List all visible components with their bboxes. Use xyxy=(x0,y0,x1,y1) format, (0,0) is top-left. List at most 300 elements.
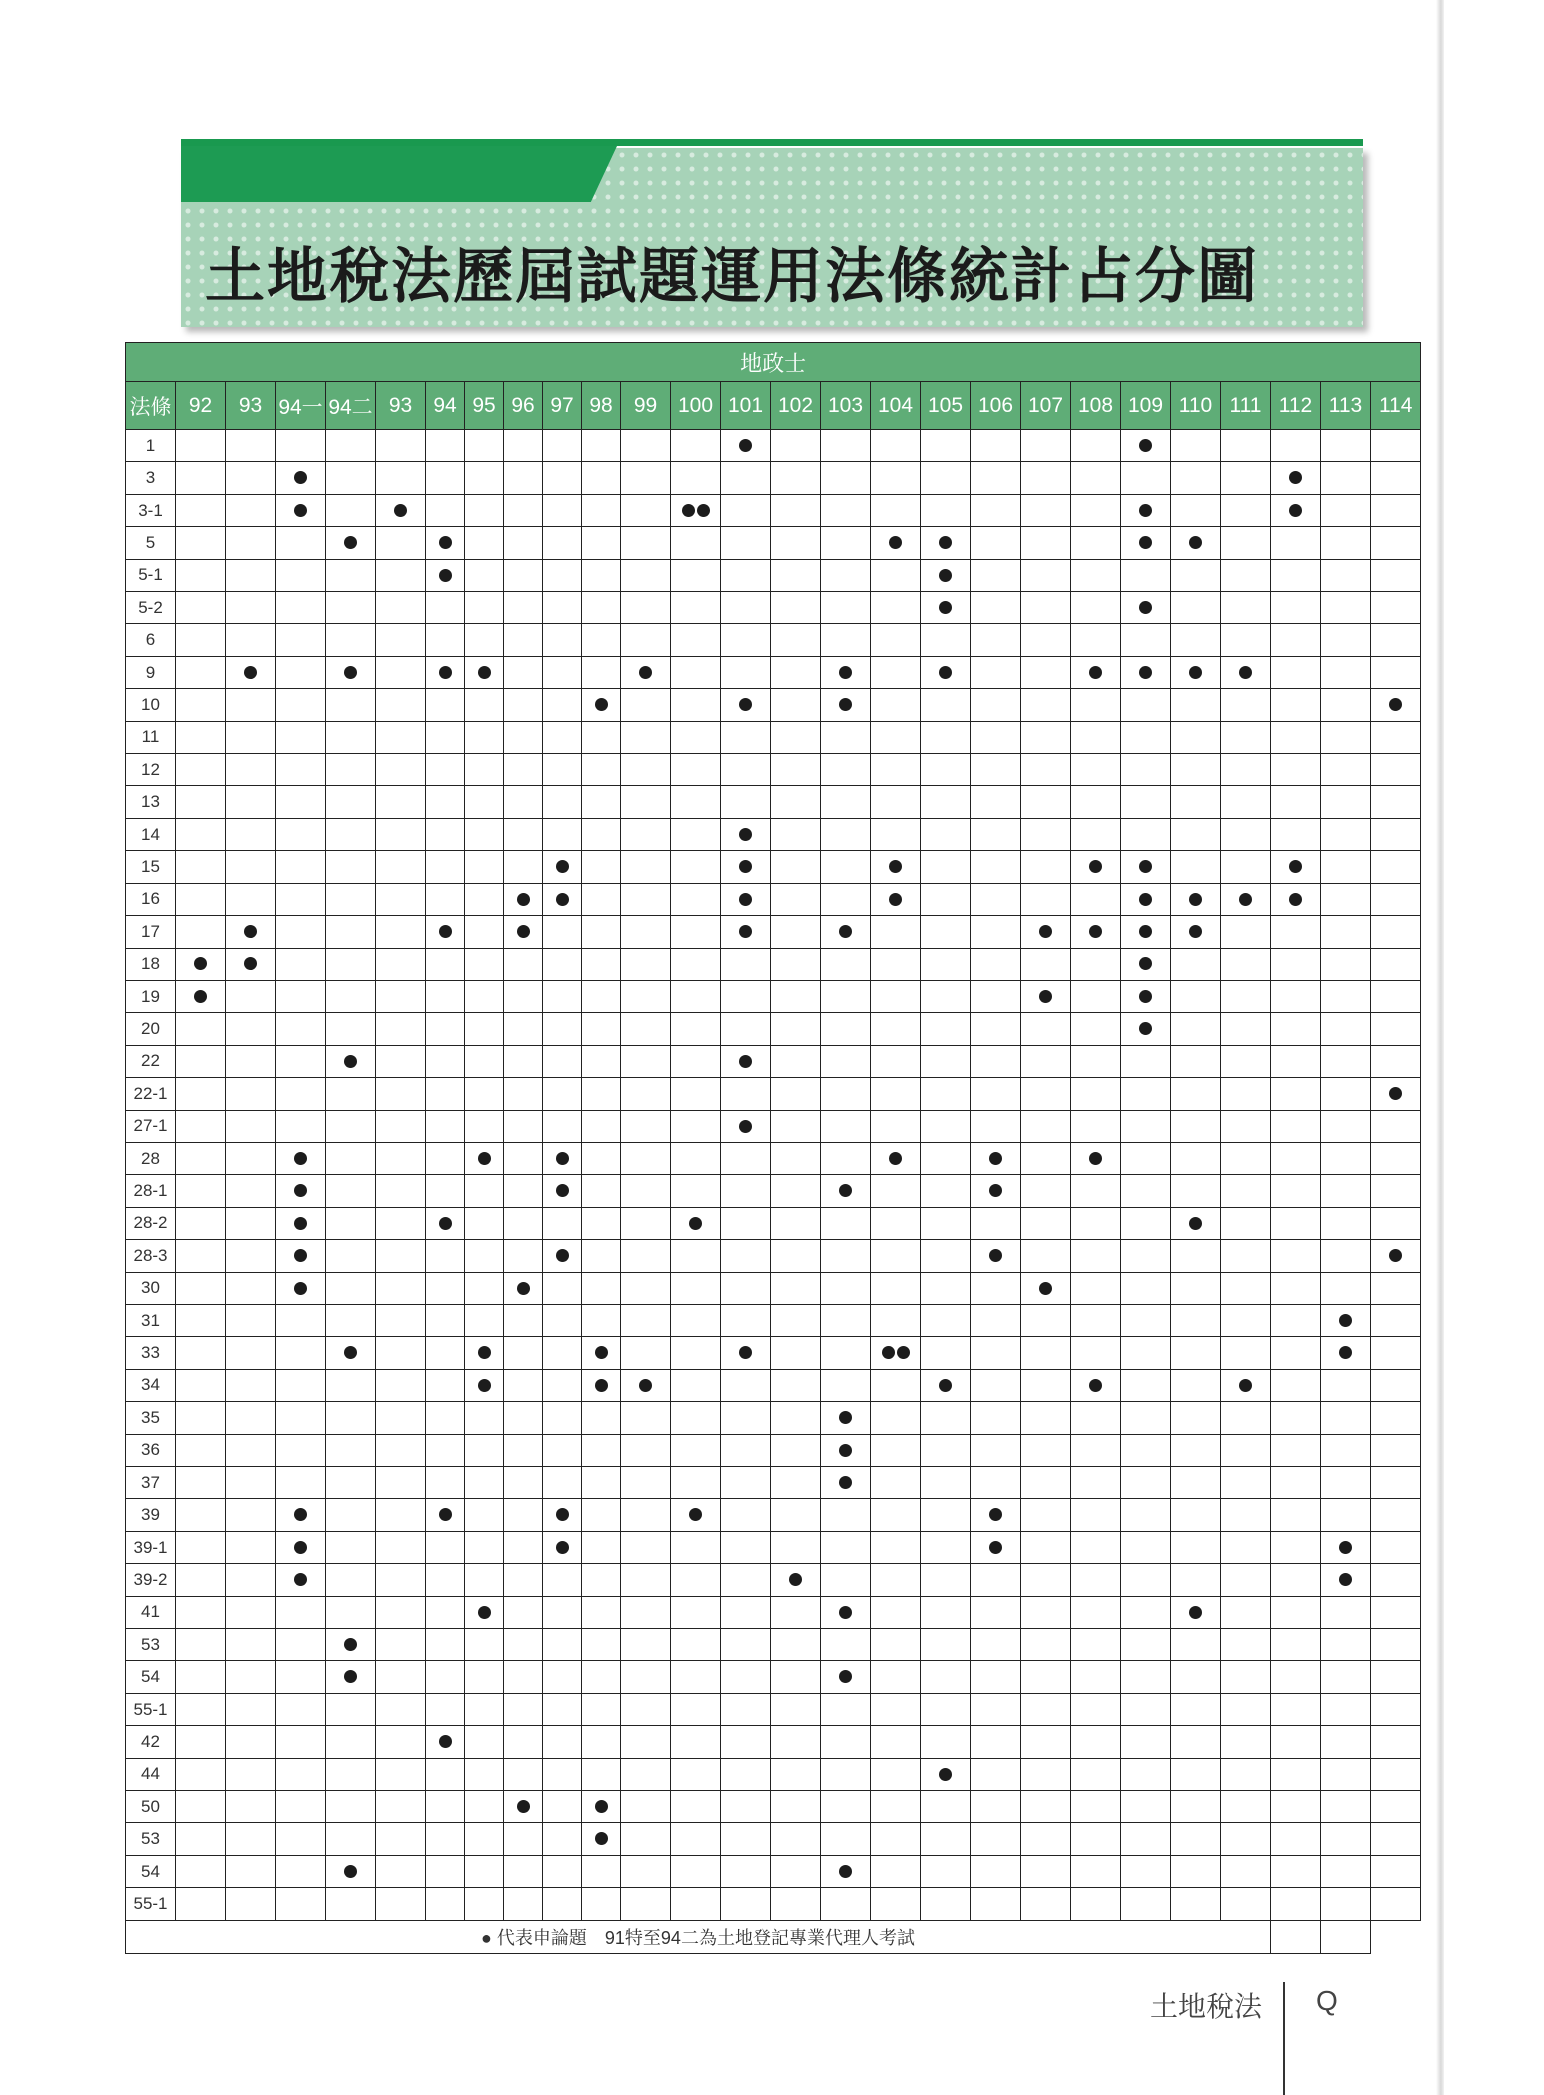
essay-question-dot xyxy=(294,1282,307,1295)
table-cell xyxy=(226,1337,276,1369)
table-cell xyxy=(621,851,671,883)
essay-question-dot xyxy=(1139,893,1152,906)
table-cell xyxy=(465,948,504,980)
essay-question-dot xyxy=(689,1508,702,1521)
statute-label: 19 xyxy=(126,980,176,1012)
table-cell xyxy=(376,1596,426,1628)
table-cell xyxy=(771,430,821,462)
table-cell xyxy=(1221,1823,1271,1855)
table-cell xyxy=(326,851,376,883)
table-cell xyxy=(426,1013,465,1045)
table-cell xyxy=(504,527,543,559)
table-cell xyxy=(1121,754,1171,786)
essay-question-dot xyxy=(1339,1346,1352,1359)
table-cell xyxy=(1121,462,1171,494)
table-cell xyxy=(1121,592,1171,624)
statute-label: 55-1 xyxy=(126,1888,176,1921)
table-cell xyxy=(1021,494,1071,526)
table-cell xyxy=(543,883,582,915)
essay-question-dot xyxy=(294,471,307,484)
table-cell xyxy=(504,1272,543,1304)
table-cell xyxy=(226,430,276,462)
table-cell xyxy=(971,527,1021,559)
table-cell xyxy=(582,1434,621,1466)
essay-question-dot xyxy=(1239,666,1252,679)
table-cell xyxy=(1271,1629,1321,1661)
table-cell xyxy=(1021,1564,1071,1596)
table-cell xyxy=(426,1175,465,1207)
table-cell xyxy=(1321,1467,1371,1499)
table-cell xyxy=(376,1823,426,1855)
table-cell xyxy=(671,883,721,915)
table-cell xyxy=(771,916,821,948)
table-cell xyxy=(543,1564,582,1596)
table-cell xyxy=(465,1629,504,1661)
essay-question-dot xyxy=(739,828,752,841)
table-cell xyxy=(1121,1888,1171,1921)
table-cell xyxy=(376,656,426,688)
table-cell xyxy=(1021,754,1071,786)
table-cell xyxy=(1171,1564,1221,1596)
table-cell xyxy=(465,883,504,915)
table-cell xyxy=(671,1726,721,1758)
essay-question-dot xyxy=(556,860,569,873)
table-cell xyxy=(971,721,1021,753)
table-cell xyxy=(1321,1207,1371,1239)
table-cell xyxy=(504,1661,543,1693)
table-cell xyxy=(871,1888,921,1921)
table-cell xyxy=(543,851,582,883)
table-cell xyxy=(971,689,1021,721)
table-cell xyxy=(326,916,376,948)
footnote: ● 代表申論題 91特至94二為土地登記專業代理人考試 xyxy=(126,1921,1271,1954)
table-cell xyxy=(1171,1434,1221,1466)
essay-question-dot xyxy=(839,925,852,938)
table-cell xyxy=(1171,624,1221,656)
table-cell xyxy=(326,786,376,818)
table-cell xyxy=(582,980,621,1012)
table-cell xyxy=(621,1726,671,1758)
essay-question-dot xyxy=(1189,893,1202,906)
table-cell xyxy=(1021,689,1071,721)
table-cell xyxy=(582,527,621,559)
table-cell xyxy=(176,1240,226,1272)
table-cell xyxy=(1321,559,1371,591)
table-cell xyxy=(226,1629,276,1661)
table-cell xyxy=(426,1078,465,1110)
table-row xyxy=(126,721,1421,753)
table-cell xyxy=(176,754,226,786)
table-cell xyxy=(176,1823,226,1855)
table-cell xyxy=(821,1013,871,1045)
table-cell xyxy=(821,786,871,818)
table-cell xyxy=(1321,1855,1371,1887)
table-row xyxy=(126,1791,1421,1823)
table-cell xyxy=(176,462,226,494)
essay-question-dot xyxy=(1189,1217,1202,1230)
table-cell xyxy=(871,1142,921,1174)
table-cell xyxy=(176,883,226,915)
table-cell xyxy=(1321,818,1371,850)
table-cell xyxy=(426,1791,465,1823)
table-cell xyxy=(543,1207,582,1239)
table-cell xyxy=(721,494,771,526)
essay-question-dot xyxy=(517,925,530,938)
table-cell xyxy=(1321,592,1371,624)
table-cell xyxy=(1271,1564,1321,1596)
column-header: 109 xyxy=(1121,382,1171,430)
table-cell xyxy=(326,980,376,1012)
table-cell xyxy=(326,462,376,494)
table-cell xyxy=(971,1629,1021,1661)
statute-label: 39-2 xyxy=(126,1564,176,1596)
table-cell xyxy=(771,1434,821,1466)
table-cell xyxy=(1071,1045,1121,1077)
table-cell xyxy=(326,1726,376,1758)
table-cell xyxy=(226,494,276,526)
table-cell xyxy=(276,786,326,818)
table-cell xyxy=(376,462,426,494)
table-cell xyxy=(504,1693,543,1725)
table-row xyxy=(126,1467,1421,1499)
table-cell xyxy=(921,462,971,494)
table-cell xyxy=(543,1078,582,1110)
table-cell xyxy=(426,1110,465,1142)
table-cell xyxy=(426,527,465,559)
table-cell xyxy=(821,1045,871,1077)
table-cell xyxy=(1121,1434,1171,1466)
table-cell xyxy=(1171,948,1221,980)
essay-question-dot xyxy=(1289,893,1302,906)
table-cell xyxy=(426,1531,465,1563)
table-cell xyxy=(176,592,226,624)
table-cell xyxy=(1321,1337,1371,1369)
table-cell xyxy=(671,1013,721,1045)
table-cell xyxy=(671,1304,721,1336)
table-cell xyxy=(971,1855,1021,1887)
statute-label: 27-1 xyxy=(126,1110,176,1142)
statute-label: 28-1 xyxy=(126,1175,176,1207)
essay-question-dot xyxy=(639,666,652,679)
table-cell xyxy=(326,1013,376,1045)
table-cell xyxy=(426,1304,465,1336)
table-cell xyxy=(1371,1434,1421,1466)
table-cell xyxy=(1371,1823,1421,1855)
table-cell xyxy=(1271,883,1321,915)
table-cell xyxy=(426,1240,465,1272)
table-cell xyxy=(1121,1207,1171,1239)
table-cell xyxy=(671,1369,721,1401)
essay-question-dot xyxy=(1239,893,1252,906)
table-cell xyxy=(1021,1888,1071,1921)
table-cell xyxy=(543,1758,582,1790)
table-cell xyxy=(582,1045,621,1077)
table-cell xyxy=(176,1855,226,1887)
table-cell xyxy=(771,1499,821,1531)
table-cell xyxy=(621,1758,671,1790)
essay-question-dot xyxy=(939,601,952,614)
page-title: 土地稅法歷屆試題運用法條統計占分圖 xyxy=(205,242,1259,312)
table-cell xyxy=(1121,1726,1171,1758)
statute-label: 5 xyxy=(126,527,176,559)
table-cell xyxy=(1321,1013,1371,1045)
statute-label: 20 xyxy=(126,1013,176,1045)
table-cell xyxy=(1071,1596,1121,1628)
table-cell xyxy=(1221,1661,1271,1693)
table-cell xyxy=(504,1013,543,1045)
table-row xyxy=(126,1078,1421,1110)
table-cell xyxy=(176,559,226,591)
table-cell xyxy=(582,1467,621,1499)
table-cell xyxy=(1171,1142,1221,1174)
essay-question-dot xyxy=(344,1346,357,1359)
table-row xyxy=(126,1629,1421,1661)
table-cell xyxy=(1221,1758,1271,1790)
table-cell xyxy=(721,1823,771,1855)
table-cell xyxy=(1071,1078,1121,1110)
table-cell xyxy=(1371,1240,1421,1272)
table-cell xyxy=(276,1499,326,1531)
statute-label: 54 xyxy=(126,1661,176,1693)
table-cell xyxy=(821,1564,871,1596)
column-header: 100 xyxy=(671,382,721,430)
table-cell xyxy=(582,1272,621,1304)
table-cell xyxy=(921,1823,971,1855)
table-cell xyxy=(921,430,971,462)
table-cell xyxy=(621,1240,671,1272)
essay-question-dot xyxy=(739,893,752,906)
table-cell xyxy=(276,1661,326,1693)
table-cell xyxy=(1021,980,1071,1012)
table-cell xyxy=(721,1078,771,1110)
table-cell xyxy=(621,1661,671,1693)
table-cell xyxy=(1321,1240,1371,1272)
table-cell xyxy=(1071,980,1121,1012)
table-cell xyxy=(1321,883,1371,915)
table-cell xyxy=(276,980,326,1012)
table-cell xyxy=(226,689,276,721)
table-cell xyxy=(1071,527,1121,559)
essay-question-dot xyxy=(439,569,452,582)
table-cell xyxy=(921,883,971,915)
table-cell xyxy=(921,1337,971,1369)
table-cell xyxy=(721,1402,771,1434)
table-cell xyxy=(621,592,671,624)
table-cell xyxy=(543,430,582,462)
table-cell xyxy=(821,1499,871,1531)
statute-label: 1 xyxy=(126,430,176,462)
table-cell xyxy=(376,1304,426,1336)
table-row xyxy=(126,1045,1421,1077)
table-cell xyxy=(276,1272,326,1304)
table-cell xyxy=(821,1272,871,1304)
table-cell xyxy=(1021,1726,1071,1758)
table-cell xyxy=(1021,1499,1071,1531)
table-cell xyxy=(1271,1499,1321,1531)
table-cell xyxy=(971,1596,1021,1628)
essay-question-dot xyxy=(439,536,452,549)
statute-statistics-table xyxy=(125,342,1421,1954)
table-cell xyxy=(871,592,921,624)
table-cell xyxy=(276,1175,326,1207)
table-cell xyxy=(1071,1661,1121,1693)
table-cell xyxy=(621,883,671,915)
statute-label: 54 xyxy=(126,1855,176,1887)
table-row xyxy=(126,1142,1421,1174)
essay-question-dot xyxy=(1139,1022,1152,1035)
table-cell xyxy=(921,1726,971,1758)
table-cell xyxy=(176,1013,226,1045)
table-cell xyxy=(543,1726,582,1758)
table-cell xyxy=(671,818,721,850)
table-cell xyxy=(426,1726,465,1758)
table-cell xyxy=(1221,851,1271,883)
column-header: 108 xyxy=(1071,382,1121,430)
table-cell xyxy=(276,559,326,591)
table-cell xyxy=(721,624,771,656)
table-cell xyxy=(771,1337,821,1369)
table-cell xyxy=(582,721,621,753)
table-cell xyxy=(1371,851,1421,883)
table-cell xyxy=(1321,1272,1371,1304)
table-cell xyxy=(1271,1531,1321,1563)
essay-question-dot xyxy=(739,439,752,452)
table-cell xyxy=(871,1369,921,1401)
table-cell xyxy=(871,656,921,688)
table-cell xyxy=(1071,1272,1121,1304)
table-cell xyxy=(1271,1207,1321,1239)
column-header: 110 xyxy=(1171,382,1221,430)
table-cell xyxy=(426,1823,465,1855)
table-cell xyxy=(721,1629,771,1661)
table-cell xyxy=(921,1791,971,1823)
table-cell xyxy=(582,1758,621,1790)
essay-question-dot xyxy=(1139,504,1152,517)
table-cell xyxy=(1121,430,1171,462)
table-cell xyxy=(582,948,621,980)
table-cell xyxy=(1171,559,1221,591)
table-cell xyxy=(1371,1142,1421,1174)
table-cell xyxy=(543,592,582,624)
table-cell xyxy=(671,1823,721,1855)
table-cell xyxy=(721,754,771,786)
table-cell xyxy=(671,1434,721,1466)
table-cell xyxy=(1221,1013,1271,1045)
table-cell xyxy=(771,1240,821,1272)
table-cell xyxy=(1371,1304,1421,1336)
statute-label: 28 xyxy=(126,1142,176,1174)
table-cell xyxy=(621,1337,671,1369)
table-cell xyxy=(376,1337,426,1369)
essay-question-dot xyxy=(839,1184,852,1197)
table-cell xyxy=(276,1110,326,1142)
table-row xyxy=(126,1888,1421,1921)
table-cell xyxy=(971,1434,1021,1466)
table-cell xyxy=(226,624,276,656)
table-cell xyxy=(276,462,326,494)
table-cell xyxy=(376,592,426,624)
table-cell xyxy=(504,1823,543,1855)
table-cell xyxy=(176,948,226,980)
column-header: 106 xyxy=(971,382,1021,430)
table-cell xyxy=(1271,1791,1321,1823)
table-cell xyxy=(276,1304,326,1336)
table-cell xyxy=(671,1791,721,1823)
table-cell xyxy=(582,494,621,526)
table-cell xyxy=(771,1110,821,1142)
statute-label: 28-2 xyxy=(126,1207,176,1239)
table-cell xyxy=(582,1240,621,1272)
essay-question-dot xyxy=(1039,1282,1052,1295)
table-cell xyxy=(376,1791,426,1823)
table-cell xyxy=(1021,656,1071,688)
table-cell xyxy=(465,1596,504,1628)
column-header: 113 xyxy=(1321,382,1371,430)
table-cell xyxy=(721,916,771,948)
table-cell xyxy=(621,1823,671,1855)
essay-question-dot xyxy=(344,536,357,549)
table-cell xyxy=(582,1661,621,1693)
table-cell xyxy=(376,1855,426,1887)
table-cell xyxy=(1221,624,1271,656)
table-cell xyxy=(376,1240,426,1272)
table-cell xyxy=(1271,1369,1321,1401)
table-row xyxy=(126,656,1421,688)
table-cell xyxy=(821,1629,871,1661)
table-cell xyxy=(621,559,671,591)
table-cell xyxy=(771,1661,821,1693)
table-cell xyxy=(1171,1013,1221,1045)
essay-question-dot xyxy=(889,536,902,549)
table-cell xyxy=(721,851,771,883)
table-cell xyxy=(1021,721,1071,753)
table-cell xyxy=(1071,851,1121,883)
essay-question-dot xyxy=(294,1217,307,1230)
table-cell xyxy=(465,1531,504,1563)
table-cell xyxy=(276,1629,326,1661)
table-cell xyxy=(543,1240,582,1272)
table-cell xyxy=(771,1629,821,1661)
table-cell xyxy=(1021,430,1071,462)
column-header: 102 xyxy=(771,382,821,430)
table-cell xyxy=(621,1272,671,1304)
table-cell xyxy=(921,592,971,624)
table-cell xyxy=(921,1758,971,1790)
table-cell xyxy=(721,1791,771,1823)
table-cell xyxy=(226,1791,276,1823)
table-cell xyxy=(176,980,226,1012)
table-cell xyxy=(326,1045,376,1077)
table-cell xyxy=(176,656,226,688)
table-cell xyxy=(1071,1207,1121,1239)
table-cell xyxy=(1271,1758,1321,1790)
table-cell xyxy=(1121,624,1171,656)
table-cell xyxy=(176,1726,226,1758)
table-cell xyxy=(1321,624,1371,656)
table-cell xyxy=(1071,1337,1121,1369)
table-cell xyxy=(671,1337,721,1369)
table-cell xyxy=(426,948,465,980)
table-cell xyxy=(821,754,871,786)
table-cell xyxy=(921,1175,971,1207)
table-cell xyxy=(426,754,465,786)
table-cell xyxy=(921,689,971,721)
table-cell xyxy=(721,1499,771,1531)
table-cell xyxy=(771,1791,821,1823)
essay-question-dot xyxy=(478,1606,491,1619)
table-cell xyxy=(671,1888,721,1921)
table-cell xyxy=(1171,1078,1221,1110)
